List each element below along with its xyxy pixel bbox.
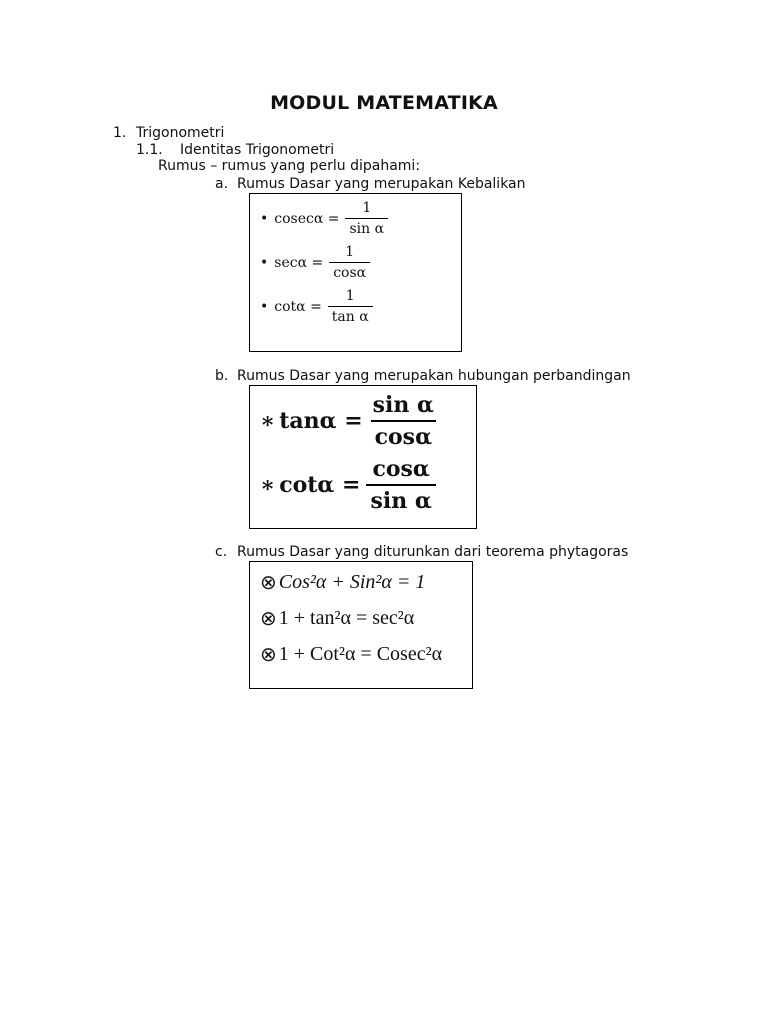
numerator: 1 [345,288,355,304]
formula-lhs: tanα = [279,408,363,434]
formula-row [260,456,436,514]
denominator: sin α [345,218,388,237]
denominator: tan α [328,306,373,325]
formula-row [260,288,373,325]
numerator: sin α [372,392,434,418]
denominator: cosα [329,262,370,281]
circled-times-icon: ⊗ [260,608,277,630]
fraction [369,392,438,450]
item-c-marker: c. [215,544,228,560]
formula-lhs: secα = [274,254,324,271]
item-b-label: Rumus Dasar yang merupakan hubungan perbandingan [237,368,631,384]
subsection-number: 1.1. [136,142,163,158]
asterisk-icon: ∗ [260,472,276,498]
denominator: cosα [371,420,436,450]
circled-times-icon: ⊗ [260,572,277,594]
fraction [345,200,388,237]
formula-row [260,392,438,450]
formula-text: 1 + tan²α = sec²α [278,607,415,629]
item-a-label: Rumus Dasar yang merupakan Kebalikan [237,176,526,192]
numerator: 1 [345,244,355,260]
fraction [328,288,373,325]
bullet-icon: • [260,254,269,271]
formula-row [260,570,425,595]
circled-times-icon: ⊗ [260,644,277,666]
item-c-label: Rumus Dasar yang diturunkan dari teorema phytagoras [237,544,629,560]
fraction [366,456,435,514]
formula-row [260,244,370,281]
section-number: 1. [113,125,127,141]
formula-lhs: cosecα = [274,210,340,227]
denominator: sin α [366,484,435,514]
formula-lhs: cotα = [279,472,361,498]
formula-row [260,200,388,237]
formula-text: 1 + Cot²α = Cosec²α [278,643,443,665]
formula-box-pythagoras [249,561,473,689]
formula-row [260,642,442,667]
asterisk-icon: ∗ [260,408,276,434]
formula-box-reciprocal [249,193,462,352]
intro-text: Rumus – rumus yang perlu dipahami: [158,158,421,174]
subsection-label: Identitas Trigonometri [180,142,335,158]
numerator: cosα [372,456,430,482]
formula-row [260,606,414,631]
item-a-marker: a. [215,176,229,192]
fraction [329,244,370,281]
bullet-icon: • [260,298,269,315]
numerator: 1 [362,200,372,216]
page-title: MODUL MATEMATIKA [270,92,498,114]
bullet-icon: • [260,210,269,227]
item-b-marker: b. [215,368,229,384]
formula-box-ratio [249,385,477,529]
section-label: Trigonometri [136,125,225,141]
formula-lhs: cotα = [274,298,322,315]
formula-text: Cos²α + Sin²α = 1 [278,571,426,593]
